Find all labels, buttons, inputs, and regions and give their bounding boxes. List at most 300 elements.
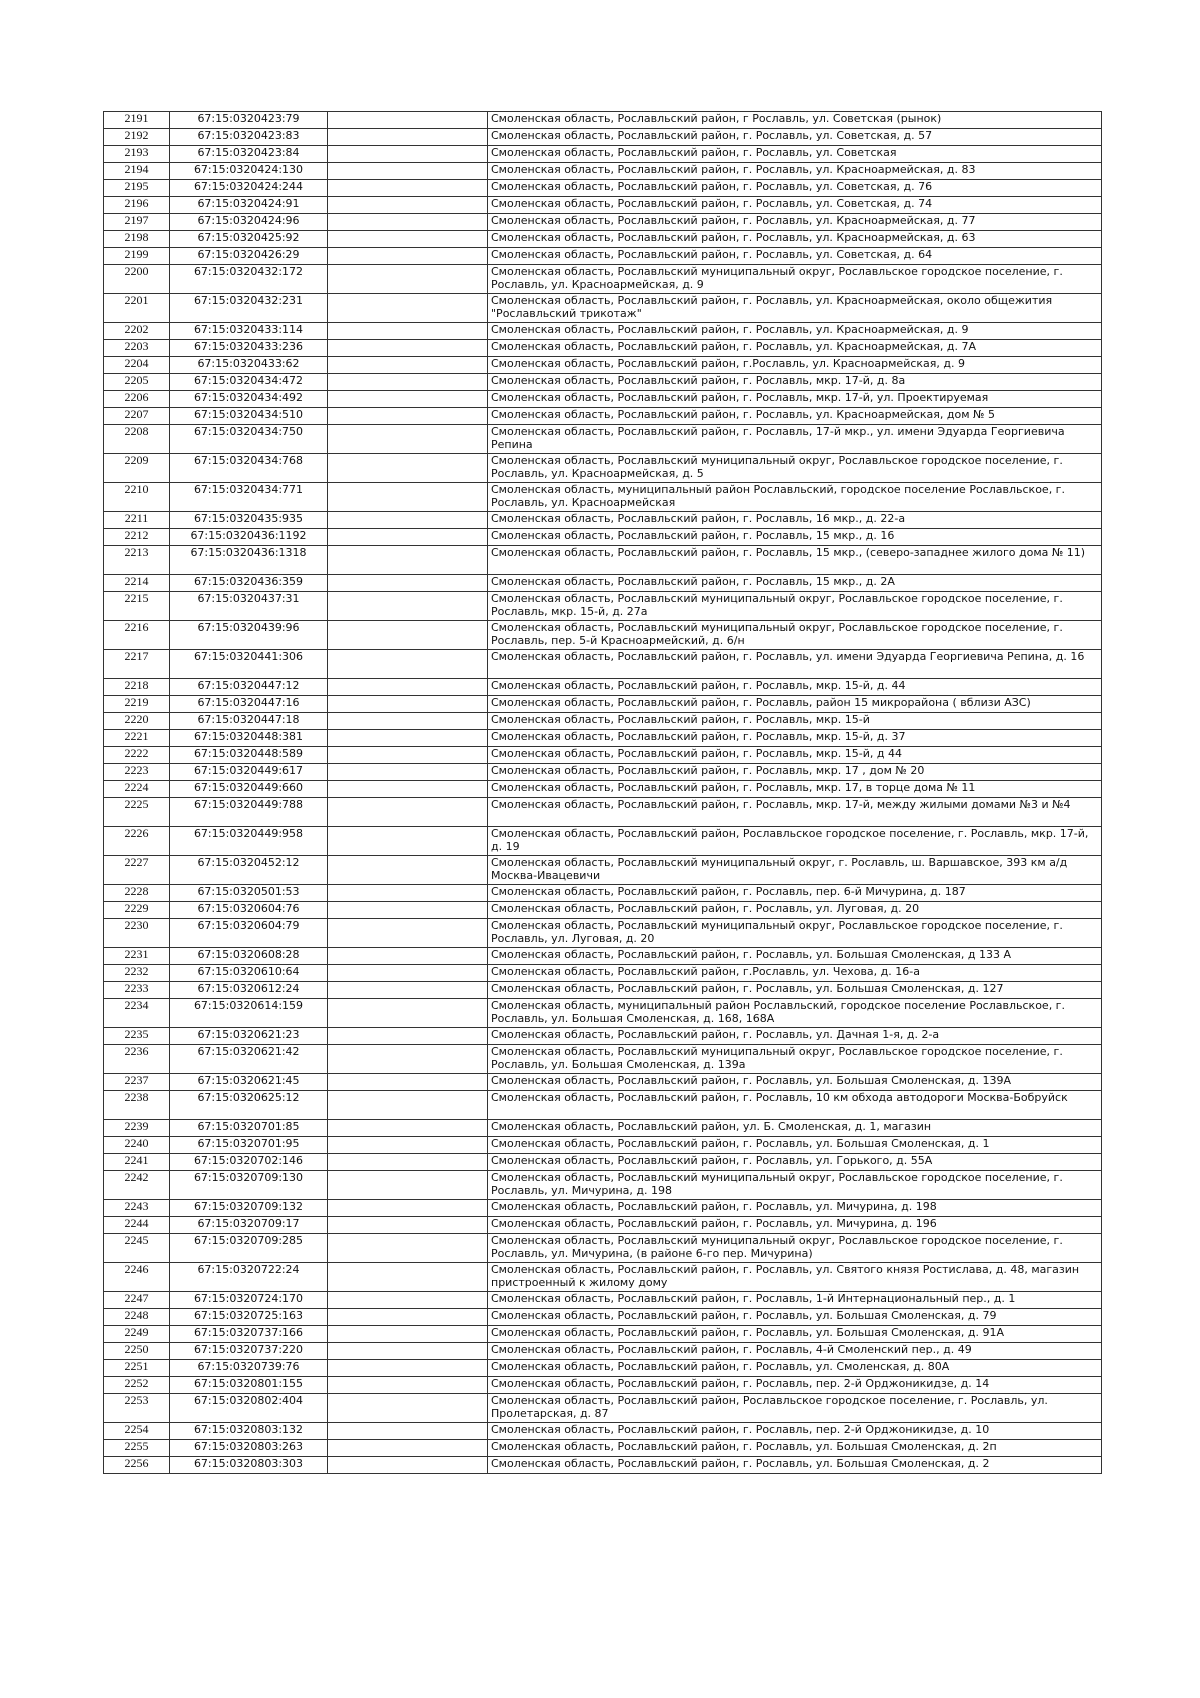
row-number-cell: 2211 (104, 512, 170, 529)
table-row (104, 1394, 1102, 1423)
address-cell: Смоленская область, Рославльский район, г. Рославль, мкр. 17-й, между жилыми домами №3 и №4 (488, 798, 1102, 827)
empty-cell (328, 982, 488, 999)
empty-cell (328, 1154, 488, 1171)
address-cell: Смоленская область, Рославльский муниципальный округ, г. Рославль, ш. Варшавское, 393 км а/д Москва-Ивацевичи (488, 856, 1102, 885)
empty-cell (328, 1263, 488, 1292)
cadastral-number-cell: 67:15:0320432:231 (170, 294, 328, 323)
empty-cell (328, 679, 488, 696)
table-row (104, 512, 1102, 529)
empty-cell (328, 248, 488, 265)
row-number-cell: 2216 (104, 621, 170, 650)
empty-cell (328, 146, 488, 163)
cadastral-number-cell: 67:15:0320435:935 (170, 512, 328, 529)
row-number-cell: 2252 (104, 1377, 170, 1394)
table-row (104, 1028, 1102, 1045)
empty-cell (328, 197, 488, 214)
row-number-cell: 2210 (104, 483, 170, 512)
address-cell: Смоленская область, Рославльский район, г. Рославль, ул. Красноармейская, д. 77 (488, 214, 1102, 231)
cadastral-number-cell: 67:15:0320448:381 (170, 730, 328, 747)
empty-cell (328, 1360, 488, 1377)
address-cell: Смоленская область, Рославльский район, г.Рославль, ул. Красноармейская, д. 9 (488, 357, 1102, 374)
row-number-cell: 2213 (104, 546, 170, 575)
row-number-cell: 2233 (104, 982, 170, 999)
address-cell: Смоленская область, Рославльский район, Рославльское городское поселение, г. Рославль, ул. Пролетарская, д. 87 (488, 1394, 1102, 1423)
address-cell: Смоленская область, Рославльский район, г. Рославль, мкр. 15-й, д. 44 (488, 679, 1102, 696)
table-row (104, 248, 1102, 265)
table-row (104, 948, 1102, 965)
table-row (104, 798, 1102, 827)
row-number-cell: 2244 (104, 1217, 170, 1234)
address-cell: Смоленская область, Рославльский район, г. Рославль, ул. Большая Смоленская, д. 1 (488, 1137, 1102, 1154)
address-cell: Смоленская область, Рославльский район, г. Рославль, ул. Дачная 1-я, д. 2-а (488, 1028, 1102, 1045)
address-cell: Смоленская область, муниципальный район Рославльский, городское поселение Рославльское, г. Рославль, ул. Красноармейская (488, 483, 1102, 512)
table-row (104, 265, 1102, 294)
cadastral-number-cell: 67:15:0320701:95 (170, 1137, 328, 1154)
address-cell: Смоленская область, Рославльский район, г. Рославль, пер. 6-й Мичурина, д. 187 (488, 885, 1102, 902)
address-cell: Смоленская область, Рославльский район, г. Рославль, мкр. 15-й (488, 713, 1102, 730)
empty-cell (328, 1028, 488, 1045)
cadastral-number-cell: 67:15:0320441:306 (170, 650, 328, 679)
address-cell: Смоленская область, Рославльский муниципальный округ, Рославльское городское поселение, г. Рославль, ул. Мичурина, д. 198 (488, 1171, 1102, 1200)
table-row (104, 425, 1102, 454)
cadastral-number-cell: 67:15:0320426:29 (170, 248, 328, 265)
address-cell: Смоленская область, Рославльский район, г. Рославль, ул. Луговая, д. 20 (488, 902, 1102, 919)
empty-cell (328, 948, 488, 965)
cadastral-number-cell: 67:15:0320434:510 (170, 408, 328, 425)
cadastral-number-cell: 67:15:0320436:1318 (170, 546, 328, 575)
empty-cell (328, 546, 488, 575)
cadastral-number-cell: 67:15:0320709:132 (170, 1200, 328, 1217)
cadastral-number-cell: 67:15:0320447:18 (170, 713, 328, 730)
empty-cell (328, 1120, 488, 1137)
address-cell: Смоленская область, Рославльский район, г. Рославль, ул. Советская, д. 74 (488, 197, 1102, 214)
table-row (104, 713, 1102, 730)
row-number-cell: 2247 (104, 1292, 170, 1309)
table-row (104, 621, 1102, 650)
cadastral-number-cell: 67:15:0320424:91 (170, 197, 328, 214)
address-cell: Смоленская область, Рославльский район, г. Рославль, ул. Красноармейская, д. 63 (488, 231, 1102, 248)
row-number-cell: 2204 (104, 357, 170, 374)
table-row (104, 231, 1102, 248)
address-cell: Смоленская область, Рославльский район, г. Рославль, ул. Большая Смоленская, д. 127 (488, 982, 1102, 999)
row-number-cell: 2228 (104, 885, 170, 902)
address-cell: Смоленская область, Рославльский муниципальный округ, Рославльское городское поселение, г. Рославль, пер. 5-й Красноармейский, д. 6/н (488, 621, 1102, 650)
row-number-cell: 2205 (104, 374, 170, 391)
table-row (104, 1326, 1102, 1343)
row-number-cell: 2194 (104, 163, 170, 180)
table-row (104, 1263, 1102, 1292)
row-number-cell: 2254 (104, 1423, 170, 1440)
cadastral-number-cell: 67:15:0320436:1192 (170, 529, 328, 546)
cadastral-number-cell: 67:15:0320434:472 (170, 374, 328, 391)
cadastral-number-cell: 67:15:0320739:76 (170, 1360, 328, 1377)
address-cell: Смоленская область, Рославльский район, г. Рославль, ул. имени Эдуарда Георгиевича Репина, д. 16 (488, 650, 1102, 679)
address-cell: Смоленская область, Рославльский район, г. Рославль, 1-й Интернациональный пер., д. 1 (488, 1292, 1102, 1309)
empty-cell (328, 391, 488, 408)
empty-cell (328, 1343, 488, 1360)
row-number-cell: 2251 (104, 1360, 170, 1377)
address-cell: Смоленская область, Рославльский район, г. Рославль, ул. Красноармейская, д. 83 (488, 163, 1102, 180)
table-row (104, 1154, 1102, 1171)
address-cell: Смоленская область, Рославльский район, г.Рославль, ул. Чехова, д. 16-а (488, 965, 1102, 982)
table-row (104, 146, 1102, 163)
cadastral-number-cell: 67:15:0320709:17 (170, 1217, 328, 1234)
cadastral-number-cell: 67:15:0320803:303 (170, 1457, 328, 1474)
address-cell: Смоленская область, Рославльский район, г. Рославль, ул. Святого князя Ростислава, д. 48, магазин пристроенный к жилому дому (488, 1263, 1102, 1292)
row-number-cell: 2196 (104, 197, 170, 214)
empty-cell (328, 512, 488, 529)
address-cell: Смоленская область, Рославльский район, г. Рославль, пер. 2-й Орджоникидзе, д. 10 (488, 1423, 1102, 1440)
empty-cell (328, 1423, 488, 1440)
table-row (104, 214, 1102, 231)
empty-cell (328, 129, 488, 146)
empty-cell (328, 1171, 488, 1200)
table-row (104, 1457, 1102, 1474)
empty-cell (328, 1394, 488, 1423)
registry-table-body (104, 112, 1102, 1474)
empty-cell (328, 323, 488, 340)
address-cell: Смоленская область, Рославльский район, г. Рославль, ул. Большая Смоленская, д. 2 (488, 1457, 1102, 1474)
row-number-cell: 2230 (104, 919, 170, 948)
row-number-cell: 2193 (104, 146, 170, 163)
row-number-cell: 2221 (104, 730, 170, 747)
row-number-cell: 2215 (104, 592, 170, 621)
row-number-cell: 2231 (104, 948, 170, 965)
address-cell: Смоленская область, Рославльский район, г. Рославль, ул. Красноармейская, д. 9 (488, 323, 1102, 340)
table-row (104, 1423, 1102, 1440)
address-cell: Смоленская область, Рославльский район, г. Рославль, ул. Горького, д. 55А (488, 1154, 1102, 1171)
row-number-cell: 2224 (104, 781, 170, 798)
cadastral-number-cell: 67:15:0320434:750 (170, 425, 328, 454)
table-row (104, 180, 1102, 197)
table-row (104, 650, 1102, 679)
cadastral-number-cell: 67:15:0320709:285 (170, 1234, 328, 1263)
row-number-cell: 2207 (104, 408, 170, 425)
cadastral-number-cell: 67:15:0320434:771 (170, 483, 328, 512)
row-number-cell: 2201 (104, 294, 170, 323)
empty-cell (328, 1217, 488, 1234)
cadastral-number-cell: 67:15:0320725:163 (170, 1309, 328, 1326)
cadastral-number-cell: 67:15:0320434:492 (170, 391, 328, 408)
table-row (104, 919, 1102, 948)
empty-cell (328, 454, 488, 483)
row-number-cell: 2217 (104, 650, 170, 679)
table-row (104, 965, 1102, 982)
empty-cell (328, 1234, 488, 1263)
row-number-cell: 2253 (104, 1394, 170, 1423)
cadastral-number-cell: 67:15:0320802:404 (170, 1394, 328, 1423)
row-number-cell: 2203 (104, 340, 170, 357)
table-row (104, 1309, 1102, 1326)
address-cell: Смоленская область, Рославльский район, г. Рославль, мкр. 17-й, д. 8а (488, 374, 1102, 391)
cadastral-number-cell: 67:15:0320449:958 (170, 827, 328, 856)
cadastral-number-cell: 67:15:0320612:24 (170, 982, 328, 999)
row-number-cell: 2235 (104, 1028, 170, 1045)
cadastral-number-cell: 67:15:0320621:23 (170, 1028, 328, 1045)
table-row (104, 408, 1102, 425)
empty-cell (328, 1292, 488, 1309)
empty-cell (328, 798, 488, 827)
table-row (104, 1234, 1102, 1263)
table-row (104, 747, 1102, 764)
empty-cell (328, 764, 488, 781)
address-cell: Смоленская область, Рославльский район, г. Рославль, ул. Советская, д. 64 (488, 248, 1102, 265)
row-number-cell: 2202 (104, 323, 170, 340)
cadastral-number-cell: 67:15:0320437:31 (170, 592, 328, 621)
row-number-cell: 2242 (104, 1171, 170, 1200)
cadastral-number-cell: 67:15:0320449:788 (170, 798, 328, 827)
table-row (104, 1120, 1102, 1137)
empty-cell (328, 621, 488, 650)
cadastral-number-cell: 67:15:0320702:146 (170, 1154, 328, 1171)
empty-cell (328, 1440, 488, 1457)
cadastral-number-cell: 67:15:0320434:768 (170, 454, 328, 483)
row-number-cell: 2220 (104, 713, 170, 730)
row-number-cell: 2214 (104, 575, 170, 592)
table-row (104, 163, 1102, 180)
row-number-cell: 2237 (104, 1074, 170, 1091)
table-row (104, 885, 1102, 902)
address-cell: Смоленская область, Рославльский район, г. Рославль, пер. 2-й Орджоникидзе, д. 14 (488, 1377, 1102, 1394)
empty-cell (328, 180, 488, 197)
empty-cell (328, 965, 488, 982)
empty-cell (328, 1377, 488, 1394)
cadastral-number-cell: 67:15:0320432:172 (170, 265, 328, 294)
address-cell: Смоленская область, Рославльский район, г. Рославль, 16 мкр., д. 22-а (488, 512, 1102, 529)
row-number-cell: 2191 (104, 112, 170, 129)
empty-cell (328, 696, 488, 713)
cadastral-number-cell: 67:15:0320803:132 (170, 1423, 328, 1440)
empty-cell (328, 1457, 488, 1474)
empty-cell (328, 856, 488, 885)
address-cell: Смоленская область, Рославльский район, г. Рославль, 17-й мкр., ул. имени Эдуарда Георгиевича Репина (488, 425, 1102, 454)
row-number-cell: 2245 (104, 1234, 170, 1263)
row-number-cell: 2227 (104, 856, 170, 885)
address-cell: Смоленская область, Рославльский муниципальный округ, Рославльское городское поселение, г. Рославль, мкр. 15-й, д. 27а (488, 592, 1102, 621)
table-row (104, 902, 1102, 919)
table-row (104, 764, 1102, 781)
empty-cell (328, 357, 488, 374)
address-cell: Смоленская область, Рославльский район, г. Рославль, 4-й Смоленский пер., д. 49 (488, 1343, 1102, 1360)
table-row (104, 483, 1102, 512)
empty-cell (328, 1326, 488, 1343)
table-row (104, 575, 1102, 592)
table-row (104, 1217, 1102, 1234)
address-cell: Смоленская область, Рославльский район, г. Рославль, ул. Большая Смоленская, д 133 А (488, 948, 1102, 965)
cadastral-number-cell: 67:15:0320621:45 (170, 1074, 328, 1091)
address-cell: Смоленская область, Рославльский район, г. Рославль, 15 мкр., д. 16 (488, 529, 1102, 546)
address-cell: Смоленская область, Рославльский район, г. Рославль, ул. Большая Смоленская, д. 79 (488, 1309, 1102, 1326)
address-cell: Смоленская область, Рославльский район, г. Рославль, мкр. 17-й, ул. Проектируемая (488, 391, 1102, 408)
row-number-cell: 2195 (104, 180, 170, 197)
table-row (104, 294, 1102, 323)
row-number-cell: 2209 (104, 454, 170, 483)
row-number-cell: 2229 (104, 902, 170, 919)
empty-cell (328, 340, 488, 357)
cadastral-number-cell: 67:15:0320448:589 (170, 747, 328, 764)
row-number-cell: 2206 (104, 391, 170, 408)
address-cell: Смоленская область, Рославльский муниципальный округ, Рославльское городское поселение, г. Рославль, ул. Красноармейская, д. 9 (488, 265, 1102, 294)
cadastral-number-cell: 67:15:0320449:617 (170, 764, 328, 781)
address-cell: Смоленская область, Рославльский муниципальный округ, Рославльское городское поселение, г. Рославль, ул. Красноармейская, д. 5 (488, 454, 1102, 483)
cadastral-number-cell: 67:15:0320424:130 (170, 163, 328, 180)
address-cell: Смоленская область, Рославльский район, г. Рославль, район 15 микрорайона ( вблизи АЗС) (488, 696, 1102, 713)
row-number-cell: 2200 (104, 265, 170, 294)
address-cell: Смоленская область, Рославльский район, г. Рославль, ул. Мичурина, д. 196 (488, 1217, 1102, 1234)
address-cell: Смоленская область, Рославльский район, г. Рославль, ул. Красноармейская, д. 7А (488, 340, 1102, 357)
empty-cell (328, 1137, 488, 1154)
address-cell: Смоленская область, Рославльский район, г. Рославль, ул. Большая Смоленская, д. 91А (488, 1326, 1102, 1343)
empty-cell (328, 112, 488, 129)
table-row (104, 546, 1102, 575)
address-cell: Смоленская область, Рославльский муниципальный округ, Рославльское городское поселение, г. Рославль, ул. Мичурина, (в районе 6-го пер. Мичурина) (488, 1234, 1102, 1263)
empty-cell (328, 919, 488, 948)
cadastral-number-cell: 67:15:0320604:79 (170, 919, 328, 948)
row-number-cell: 2243 (104, 1200, 170, 1217)
table-row (104, 827, 1102, 856)
empty-cell (328, 827, 488, 856)
empty-cell (328, 1074, 488, 1091)
empty-cell (328, 592, 488, 621)
address-cell: Смоленская область, Рославльский район, г. Рославль, ул. Смоленская, д. 80А (488, 1360, 1102, 1377)
empty-cell (328, 231, 488, 248)
address-cell: Смоленская область, Рославльский район, г. Рославль, 15 мкр., (северо-западнее жилого дома № 11) (488, 546, 1102, 575)
empty-cell (328, 214, 488, 231)
table-row (104, 1343, 1102, 1360)
address-cell: Смоленская область, Рославльский район, г. Рославль, 10 км обхода автодороги Москва-Бобруйск (488, 1091, 1102, 1120)
address-cell: Смоленская область, Рославльский район, г. Рославль, мкр. 15-й, д. 37 (488, 730, 1102, 747)
cadastral-number-cell: 67:15:0320722:24 (170, 1263, 328, 1292)
address-cell: Смоленская область, Рославльский район, г. Рославль, мкр. 17, в торце дома № 11 (488, 781, 1102, 798)
empty-cell (328, 747, 488, 764)
table-row (104, 454, 1102, 483)
cadastral-number-cell: 67:15:0320439:96 (170, 621, 328, 650)
row-number-cell: 2226 (104, 827, 170, 856)
table-row (104, 1045, 1102, 1074)
address-cell: Смоленская область, Рославльский район, г. Рославль, ул. Большая Смоленская, д. 2п (488, 1440, 1102, 1457)
address-cell: Смоленская область, Рославльский район, г. Рославль, ул. Советская (488, 146, 1102, 163)
empty-cell (328, 575, 488, 592)
row-number-cell: 2255 (104, 1440, 170, 1457)
empty-cell (328, 1309, 488, 1326)
table-row (104, 374, 1102, 391)
row-number-cell: 2225 (104, 798, 170, 827)
empty-cell (328, 1045, 488, 1074)
table-row (104, 730, 1102, 747)
row-number-cell: 2249 (104, 1326, 170, 1343)
address-cell: Смоленская область, Рославльский район, г. Рославль, 15 мкр., д. 2А (488, 575, 1102, 592)
table-row (104, 1440, 1102, 1457)
cadastral-number-cell: 67:15:0320433:114 (170, 323, 328, 340)
row-number-cell: 2234 (104, 999, 170, 1028)
table-row (104, 1360, 1102, 1377)
row-number-cell: 2232 (104, 965, 170, 982)
row-number-cell: 2246 (104, 1263, 170, 1292)
table-row (104, 679, 1102, 696)
row-number-cell: 2241 (104, 1154, 170, 1171)
address-cell: Смоленская область, Рославльский муниципальный округ, Рославльское городское поселение, г. Рославль, ул. Луговая, д. 20 (488, 919, 1102, 948)
empty-cell (328, 408, 488, 425)
row-number-cell: 2223 (104, 764, 170, 781)
empty-cell (328, 999, 488, 1028)
cadastral-number-cell: 67:15:0320433:236 (170, 340, 328, 357)
empty-cell (328, 713, 488, 730)
address-cell: Смоленская область, Рославльский район, г. Рославль, ул. Советская, д. 76 (488, 180, 1102, 197)
table-row (104, 391, 1102, 408)
table-row (104, 197, 1102, 214)
row-number-cell: 2222 (104, 747, 170, 764)
empty-cell (328, 265, 488, 294)
empty-cell (328, 483, 488, 512)
table-row (104, 1292, 1102, 1309)
empty-cell (328, 1091, 488, 1120)
table-row (104, 1377, 1102, 1394)
row-number-cell: 2219 (104, 696, 170, 713)
cadastral-number-cell: 67:15:0320803:263 (170, 1440, 328, 1457)
table-row (104, 592, 1102, 621)
table-row (104, 529, 1102, 546)
cadastral-number-cell: 67:15:0320701:85 (170, 1120, 328, 1137)
table-row (104, 129, 1102, 146)
address-cell: Смоленская область, Рославльский район, г. Рославль, ул. Мичурина, д. 198 (488, 1200, 1102, 1217)
row-number-cell: 2248 (104, 1309, 170, 1326)
cadastral-number-cell: 67:15:0320423:79 (170, 112, 328, 129)
cadastral-number-cell: 67:15:0320604:76 (170, 902, 328, 919)
address-cell: Смоленская область, Рославльский район, г. Рославль, ул. Советская, д. 57 (488, 129, 1102, 146)
address-cell: Смоленская область, Рославльский район, г. Рославль, мкр. 15-й, д 44 (488, 747, 1102, 764)
table-row (104, 856, 1102, 885)
cadastral-number-cell: 67:15:0320610:64 (170, 965, 328, 982)
cadastral-number-cell: 67:15:0320424:96 (170, 214, 328, 231)
cadastral-number-cell: 67:15:0320709:130 (170, 1171, 328, 1200)
empty-cell (328, 374, 488, 391)
empty-cell (328, 650, 488, 679)
cadastral-number-cell: 67:15:0320625:12 (170, 1091, 328, 1120)
address-cell: Смоленская область, Рославльский район, Рославльское городское поселение, г. Рославль, мкр. 17-й, д. 19 (488, 827, 1102, 856)
row-number-cell: 2238 (104, 1091, 170, 1120)
empty-cell (328, 885, 488, 902)
cadastral-number-cell: 67:15:0320724:170 (170, 1292, 328, 1309)
cadastral-number-cell: 67:15:0320801:155 (170, 1377, 328, 1394)
cadastral-number-cell: 67:15:0320436:359 (170, 575, 328, 592)
row-number-cell: 2208 (104, 425, 170, 454)
row-number-cell: 2256 (104, 1457, 170, 1474)
registry-table (103, 111, 1102, 1474)
table-row (104, 696, 1102, 713)
table-row (104, 112, 1102, 129)
table-row (104, 999, 1102, 1028)
address-cell: Смоленская область, Рославльский район, г. Рославль, ул. Красноармейская, дом № 5 (488, 408, 1102, 425)
table-row (104, 357, 1102, 374)
cadastral-number-cell: 67:15:0320423:83 (170, 129, 328, 146)
row-number-cell: 2199 (104, 248, 170, 265)
cadastral-number-cell: 67:15:0320608:28 (170, 948, 328, 965)
cadastral-number-cell: 67:15:0320621:42 (170, 1045, 328, 1074)
table-row (104, 1074, 1102, 1091)
empty-cell (328, 902, 488, 919)
table-row (104, 1200, 1102, 1217)
cadastral-number-cell: 67:15:0320449:660 (170, 781, 328, 798)
empty-cell (328, 1200, 488, 1217)
empty-cell (328, 781, 488, 798)
empty-cell (328, 425, 488, 454)
empty-cell (328, 730, 488, 747)
cadastral-number-cell: 67:15:0320737:166 (170, 1326, 328, 1343)
cadastral-number-cell: 67:15:0320447:16 (170, 696, 328, 713)
cadastral-number-cell: 67:15:0320447:12 (170, 679, 328, 696)
address-cell: Смоленская область, Рославльский муниципальный округ, Рославльское городское поселение, г. Рославль, ул. Большая Смоленская, д. 139а (488, 1045, 1102, 1074)
row-number-cell: 2239 (104, 1120, 170, 1137)
